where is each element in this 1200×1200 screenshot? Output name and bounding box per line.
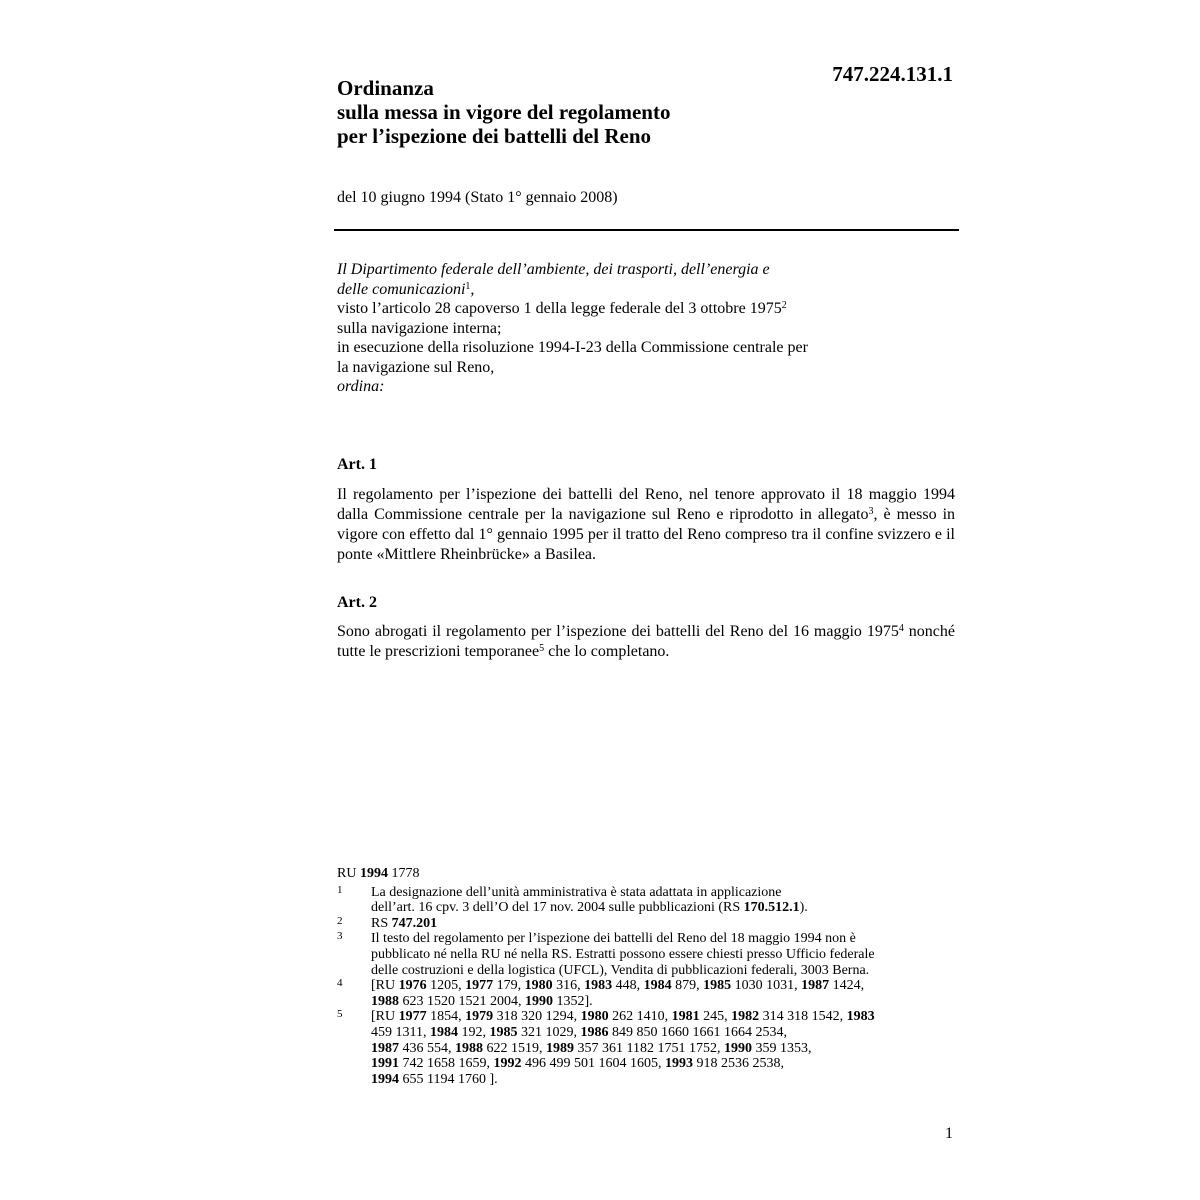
footnote-text: 359 1353, [751, 1040, 812, 1056]
article-2-body [337, 622, 955, 662]
footnote-text: 1854, [426, 1009, 466, 1025]
ru-year: 1976 [398, 978, 427, 994]
article-1-body [337, 485, 955, 565]
footnote-text: 448, [612, 978, 644, 994]
footnote-text: 318 320 1294, [493, 1009, 581, 1025]
ru-year: 1987 [371, 1040, 399, 1056]
ru-prefix: RU [337, 866, 357, 881]
footnote-text: 436 554, [399, 1040, 455, 1056]
esecuzione-line: in esecuzione della risoluzione 1994-I-23 della Commissione centrale per [337, 339, 808, 356]
rs-link[interactable]: 170.512.1 [743, 900, 800, 916]
footnote-text: dell’art. 16 cpv. 3 dell’O del 17 nov. 2004 sulle pubblicazioni (RS [371, 900, 744, 916]
ru-year: 1992 [493, 1056, 522, 1072]
ru-year: 1989 [546, 1040, 574, 1056]
ordina-line: ordina: [337, 378, 385, 395]
ru-year: 1984 [643, 978, 672, 994]
footnote-text: 655 1194 1760 ]. [399, 1071, 498, 1087]
ru-year: 1994 [371, 1071, 399, 1087]
footnote-ref[interactable]: 2 [781, 300, 787, 311]
sr-number: 747.224.131.1 [832, 62, 953, 86]
footnote-line [371, 916, 957, 932]
visto-text: visto l’articolo 28 capoverso 1 della legge federale del 3 ottobre 1975 [337, 300, 782, 317]
footnote-text: 321 1029, [517, 1024, 581, 1040]
footnote-number: 4 [337, 977, 343, 990]
footnote-text: 1352]. [553, 993, 593, 1009]
visto-line: sulla navigazione interna; [337, 319, 502, 337]
ru-year: 1979 [465, 1009, 494, 1025]
rs-link[interactable]: 747.201 [391, 915, 438, 931]
footnote-text: 622 1519, [483, 1040, 546, 1056]
footnote-line [371, 978, 957, 994]
visto-line [337, 299, 937, 319]
title-line: sulla messa in vigore del regolamento [337, 100, 671, 124]
ru-year: 1977 [465, 978, 494, 994]
ru-year: 1981 [671, 1009, 700, 1025]
article-1-text: Il regolamento per l’ispezione dei battelli del Reno, nel tenore approvato il 18 maggio 1994 dalla Commissione centrale per la navigazione sul Reno e riprodotto in allegato [337, 486, 955, 523]
footnote-line: pubblicato né nella RU né nella RS. Estratti possono essere chiesti presso Ufficio federale [371, 946, 875, 962]
ru-year: 1994 [359, 866, 388, 881]
footnote-line [371, 900, 957, 916]
authority-text: delle comunicazioni [337, 280, 466, 298]
article-2-heading: Art. 2 [337, 594, 377, 611]
footnote-line [371, 994, 957, 1010]
footnote-text: 314 318 1542, [759, 1009, 847, 1025]
footnote-ref[interactable]: 1 [465, 280, 471, 292]
footnote-4-lines [371, 978, 957, 1009]
footnote-text: 879, [671, 978, 704, 994]
ru-page: 1778 [391, 866, 420, 881]
footnote-ref[interactable]: 5 [539, 643, 545, 654]
esecuzione-line: la navigazione sul Reno, [337, 358, 495, 376]
footnote-line [371, 1072, 957, 1088]
footnotes [337, 866, 957, 1087]
ru-year: 1986 [580, 1024, 609, 1040]
document-title [337, 76, 670, 148]
ru-year: 1990 [525, 993, 553, 1009]
article-2-text: Sono abrogati il regolamento per l’ispezione dei battelli del Reno del 16 maggio 1975 [337, 623, 899, 640]
ru-year: 1993 [665, 1056, 693, 1072]
preamble [337, 260, 937, 397]
footnote-text: 179, [493, 978, 525, 994]
header-divider [334, 229, 959, 231]
ru-year: 1991 [371, 1056, 399, 1072]
footnote-text: RS [371, 915, 389, 931]
ru-year: 1982 [731, 1009, 760, 1025]
authority-punct: , [470, 280, 475, 298]
footnote-4 [337, 978, 957, 1009]
footnote-number: 1 [337, 883, 343, 896]
title-line: per l’ispezione dei battelli del Reno [337, 124, 652, 148]
ru-year: 1984 [429, 1024, 458, 1040]
ru-year: 1987 [801, 978, 830, 994]
footnote-text: 849 850 1660 1661 1664 2534, [608, 1024, 787, 1040]
footnote-text: [RU [371, 978, 399, 994]
footnote-number: 5 [337, 1008, 343, 1021]
footnote-text: ). [799, 900, 808, 916]
page-number: 1 [945, 1125, 953, 1142]
footnote-text: 1424, [829, 978, 865, 994]
footnote-text: 496 499 501 1604 1605, [521, 1056, 665, 1072]
ru-year: 1980 [524, 978, 553, 994]
footnote-line [371, 1009, 957, 1025]
article-2-text: nonché tutte le prescrizioni temporanee [337, 623, 956, 660]
footnote-text: 742 1658 1659, [399, 1056, 494, 1072]
footnote-text: 623 1520 1521 2004, [399, 993, 525, 1009]
ru-reference [337, 866, 957, 882]
ru-year: 1988 [455, 1040, 483, 1056]
document-date: del 10 giugno 1994 (Stato 1° gennaio 2008) [337, 189, 618, 206]
footnote-text: 262 1410, [608, 1009, 672, 1025]
footnote-text: 459 1311, [371, 1024, 430, 1040]
footnote-text: 1030 1031, [731, 978, 802, 994]
ru-year: 1983 [846, 1009, 875, 1025]
footnote-text: [RU [371, 1009, 399, 1025]
footnote-text: 357 361 1182 1751 1752, [574, 1040, 724, 1056]
footnote-text: 192, [457, 1024, 490, 1040]
footnote-5 [337, 1009, 957, 1087]
footnote-text: 918 2536 2538, [693, 1056, 784, 1072]
ru-year: 1985 [489, 1024, 518, 1040]
article-2-text: che lo completano. [544, 643, 670, 660]
footnote-line [371, 1056, 957, 1072]
ru-year: 1977 [398, 1009, 427, 1025]
title-line: Ordinanza [337, 76, 434, 100]
ru-year: 1988 [371, 993, 399, 1009]
footnote-number: 2 [337, 914, 343, 927]
footnote-1 [337, 885, 957, 916]
footnote-text: 316, [552, 978, 585, 994]
footnote-line: Il testo del regolamento per l’ispezione dei battelli del Reno del 18 maggio 1994 non è [371, 931, 856, 947]
authority-line: Il Dipartimento federale dell’ambiente, dei trasporti, dell’energia e [337, 261, 770, 278]
footnote-number: 3 [337, 930, 343, 943]
footnote-text: 245, [699, 1009, 732, 1025]
ru-year: 1980 [580, 1009, 609, 1025]
footnote-ref[interactable]: 3 [868, 506, 874, 517]
ru-year: 1985 [703, 978, 732, 994]
ru-year: 1990 [723, 1040, 752, 1056]
authority-line [337, 280, 937, 300]
footnote-ref[interactable]: 4 [898, 623, 904, 634]
ru-year: 1983 [584, 978, 613, 994]
footnote-line [371, 1041, 957, 1057]
footnote-line: delle costruzioni e della logistica (UFCL), Vendita di pubblicazioni federali, 3003 Berna. [371, 962, 870, 978]
footnote-line: La designazione dell’unità amministrativa è stata adattata in applicazione [371, 884, 782, 900]
footnote-3 [337, 931, 957, 978]
footnote-5-lines [371, 1009, 957, 1087]
footnote-2 [337, 916, 957, 932]
footnote-line [371, 1025, 957, 1041]
article-1-heading: Art. 1 [337, 456, 377, 473]
footnote-text: 1205, [426, 978, 466, 994]
article-1-text: , è messo in vigore con effetto dal 1° gennaio 1995 per il tratto del Reno compreso tra il confine svizzero e il ponte «Mittlere Rheinbrücke» a Basilea. [337, 506, 956, 563]
